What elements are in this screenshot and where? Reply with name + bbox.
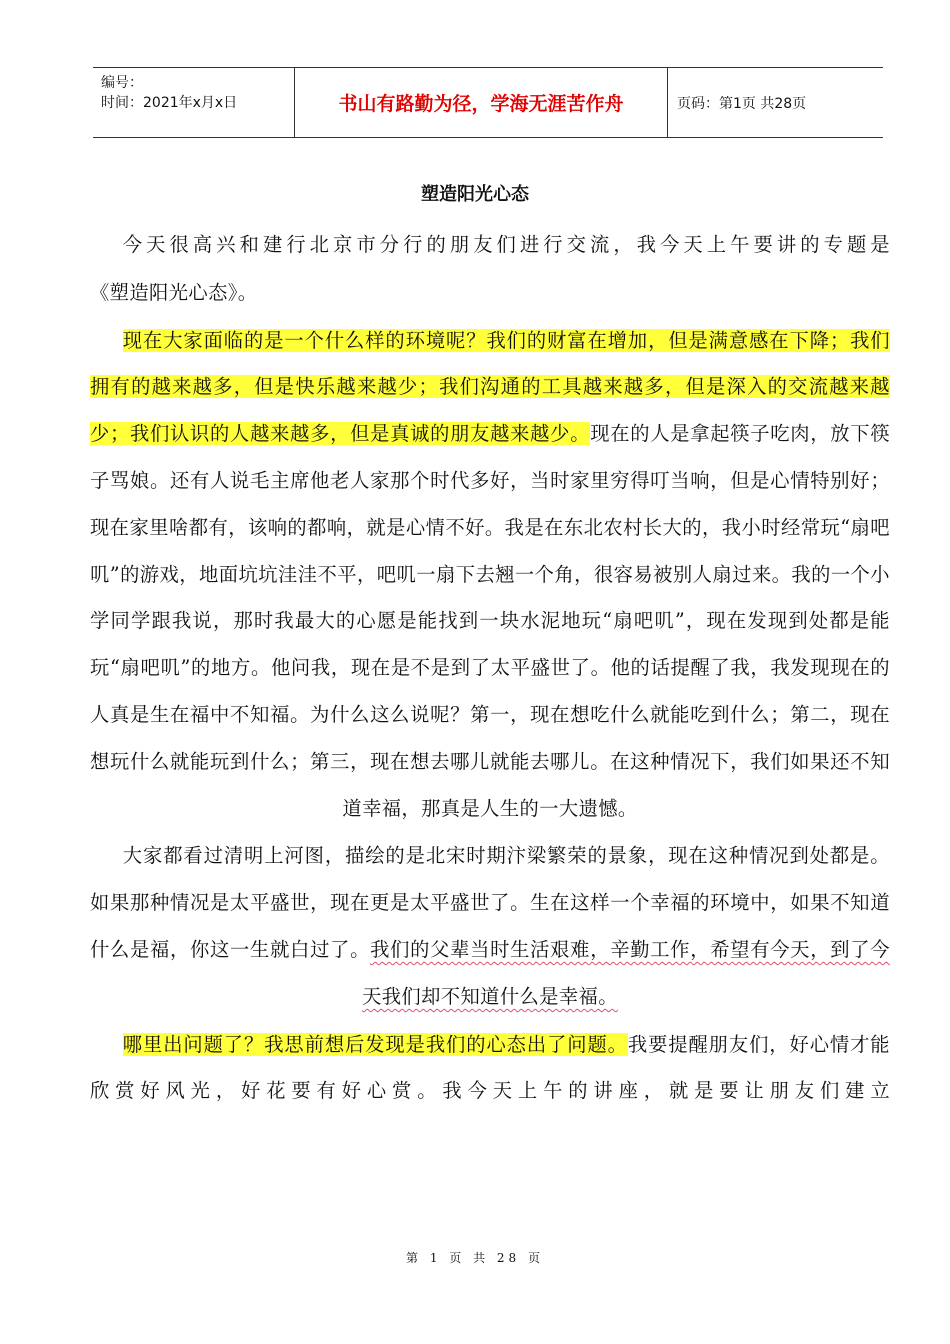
header-meta-cell [93, 68, 295, 137]
header-table [93, 67, 883, 138]
highlighted-text: 哪里出问题了？我思前想后发现是我们的心态出了问题。 [122, 1032, 628, 1056]
header-motto: 书山有路勤为径，学海无涯苦作舟 [295, 68, 668, 137]
paragraph-1b: 《塑造阳光心态》。 [90, 280, 258, 304]
paragraph-text: 大家都看过清明上河图，描绘的是北宋时期汴梁繁荣的景象，现在这种情况到处都是。如果那种情况是太平盛世，现在更是太平盛世了。生在这样一个幸福的环境中，如果不知道什么是福，你这一生就白过了。 [90, 844, 890, 961]
page-footer: 第 1 页 共 28 页 [406, 1251, 544, 1265]
document-time-label: 时间：2021年x月x日 [101, 95, 238, 111]
document-title: 塑造阳光心态 [421, 184, 529, 205]
document-body [90, 222, 890, 1116]
paragraph-1a: 今天很高兴和建行北京市分行的朋友们进行交流，我今天上午要讲的专题是 [122, 233, 890, 256]
paragraph-2 [90, 318, 890, 833]
paragraph-3 [90, 833, 890, 1020]
header-page-label: 页码：第1页 共28页 [677, 95, 807, 112]
paragraph-text: 现在的人是拿起筷子吃肉，放下筷子骂娘。还有人说毛主席他老人家那个时代多好，当时家里穷得叮当响，但是心情特别好；现在家里啥都有，该响的都响，就是心情不好。我是在东北农村长大的，我小时经常玩“扇吧叽”的游戏，地面坑坑洼洼不平，吧叽一扇下去翘一个角，很容易被别人扇过来。我的一个小学同学跟我说，那时我最大的心愿是能找到一块水泥地玩“扇吧叽”，现在发现到处都是能玩“扇吧叽”的地方。他问我，现在是不是到了太平盛世了。他的话提醒了我，我发现现在的人真是生在福中不知福。为什么这么说呢？第一，现在想吃什么就能吃到什么；第二，现在想玩什么就能玩到什么；第三，现在想去哪儿就能去哪儿。在这种情况下，我们如果还不知道幸福，那真是人生的一大遗憾。 [90, 422, 890, 820]
highlighted-text: 现在大家面临的是一个什么样的环境呢？我们的财富在增加，但是满意感在下降；我们拥有的越来越多，但是快乐越来越少；我们沟通的工具越来越多，但是深入的交流越来越少；我们认识的人越来越多，但是真诚的朋友越来越少。 [90, 328, 890, 446]
document-number-label: 编号： [101, 75, 143, 91]
grammar-underlined-text: 我们的父辈当时生活艰难，辛勤工作，希望有今天，到了今天我们却不知道什么是幸福。 [362, 937, 890, 1008]
paragraph-4 [90, 1022, 890, 1116]
paragraph-text: 我要提醒朋友们，好心情才能欣赏好风光，好花要有好心赏。我今天上午的讲座，就是要让朋友们建立 [90, 1032, 890, 1103]
